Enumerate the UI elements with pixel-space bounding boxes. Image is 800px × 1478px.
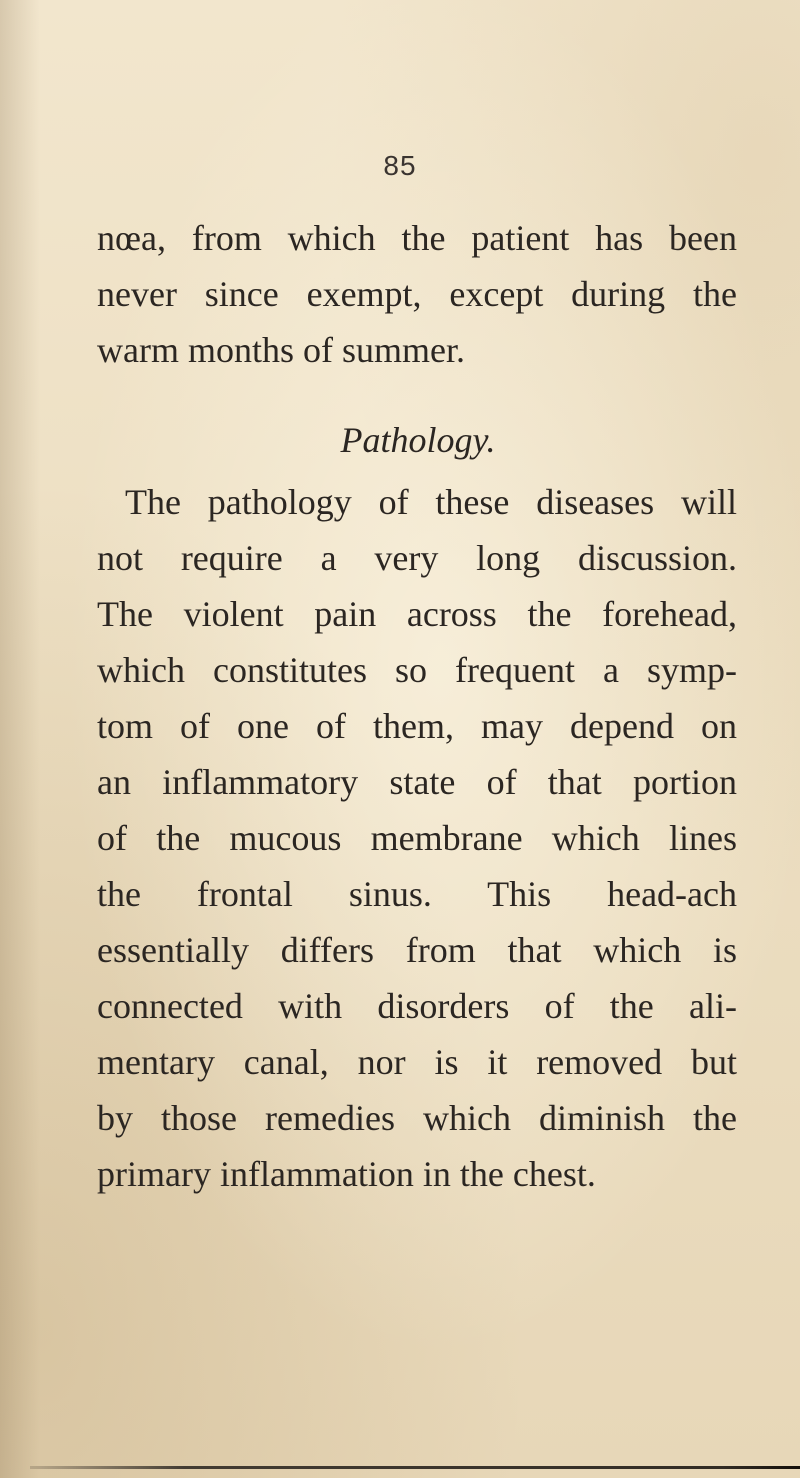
text-line: warm months of summer. bbox=[97, 330, 465, 370]
text-line: essentially differs from that which is bbox=[97, 930, 737, 970]
page-edge-shadow bbox=[0, 0, 40, 1478]
text-line: which constitutes so frequent a symp- bbox=[97, 650, 737, 690]
section-heading: Pathology. bbox=[340, 420, 496, 460]
text-line: tom of one of them, may depend on bbox=[97, 706, 737, 746]
text-line: by those remedies which diminish the bbox=[97, 1098, 737, 1138]
text-line: mentary canal, nor is it removed but bbox=[97, 1042, 737, 1082]
text-line: never since exempt, except during the bbox=[97, 274, 737, 314]
page-number: 85 bbox=[383, 150, 417, 181]
page-text bbox=[97, 210, 737, 1202]
text-line: primary inflammation in the chest. bbox=[97, 1154, 596, 1194]
text-line: an inflammatory state of that portion bbox=[97, 762, 737, 802]
text-line: The violent pain across the forehead, bbox=[97, 594, 737, 634]
text-line: nœa, from which the patient has been bbox=[97, 218, 737, 258]
text-line: of the mucous membrane which lines bbox=[97, 818, 737, 858]
text-line: connected with disorders of the ali- bbox=[97, 986, 737, 1026]
text-line: not require a very long discussion. bbox=[97, 538, 737, 578]
text-line: the frontal sinus. This head-ach bbox=[97, 874, 737, 914]
text-line: The pathology of these diseases will bbox=[125, 482, 737, 522]
bottom-rule bbox=[30, 1466, 800, 1469]
